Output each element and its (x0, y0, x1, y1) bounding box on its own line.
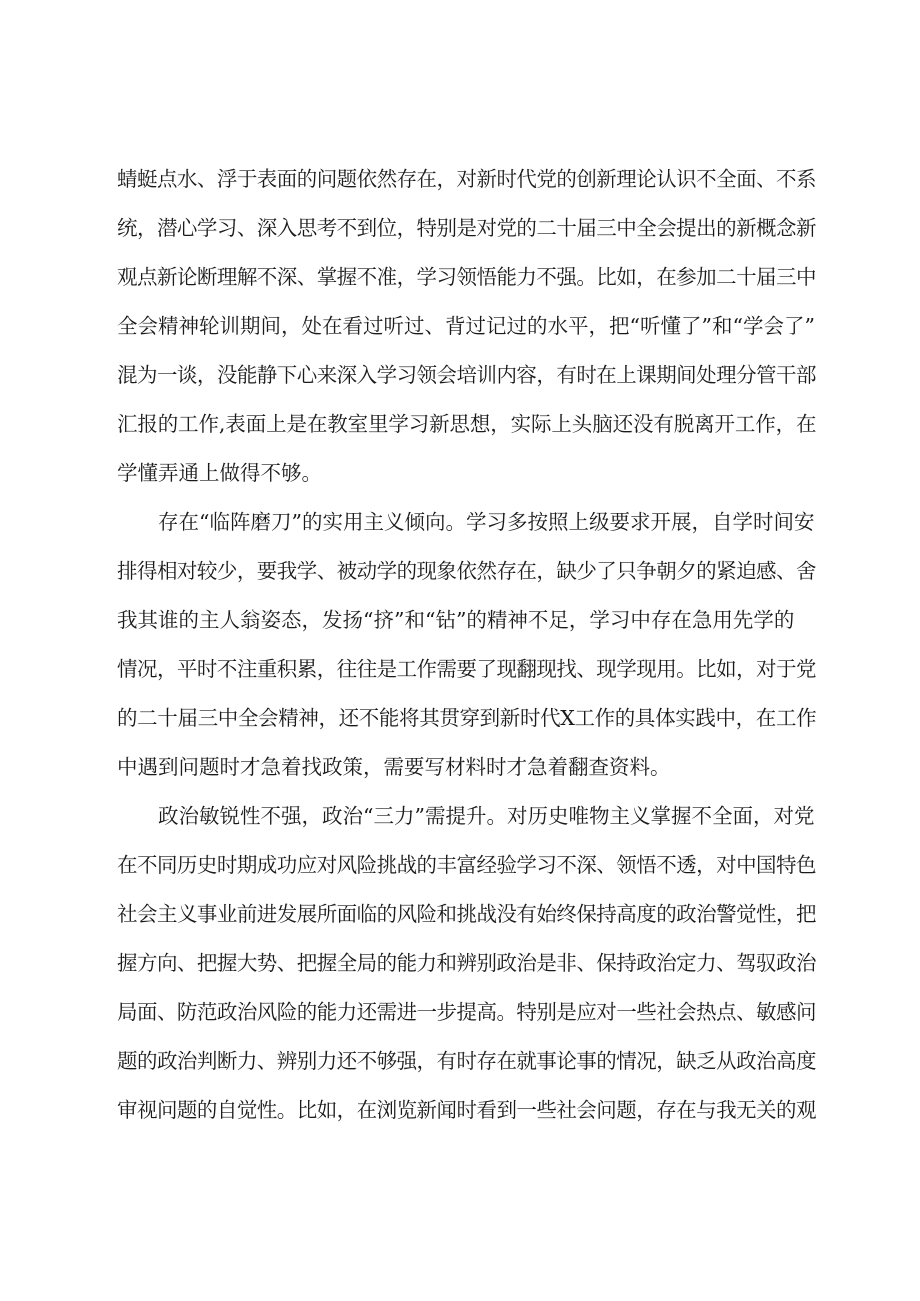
text-line: 排得相对较少，要我学、被动学的现象依然存在，缺少了只争朝夕的紧迫感、舍 (117, 559, 816, 583)
text-line: 我其谁的主人翁姿态，发扬“挤”和“钻”的精神不足，学习中存在急用先学的 (117, 608, 795, 632)
paragraph-pragmatism (117, 503, 817, 786)
text-line: 社会主义事业前进发展所面临的风险和挑战没有始终保持高度的政治警觉性，把 (117, 902, 816, 926)
text-line: 审视问题的自觉性。比如，在浏览新闻时看到一些社会问题，存在与我无关的观 (117, 1098, 816, 1122)
text-line: 蜻蜓点水、浮于表面的问题依然存在，对新时代党的创新理论认识不全面、不系 (117, 167, 816, 191)
text-line: 统，潜心学习、深入思考不到位，特别是对党的二十届三中全会提出的新概念新 (117, 216, 816, 240)
text-line: 汇报的工作,表面上是在教室里学习新思想，实际上头脑还没有脱离开工作，在 (117, 412, 817, 436)
text-line: 学懂弄通上做得不够。 (117, 461, 322, 485)
text-line: 的二十届三中全会精神，还不能将其贯穿到新时代X工作的具体实践中，在工作 (117, 706, 817, 730)
text-line: 局面、防范政治风险的能力还需进一步提高。特别是应对一些社会热点、敏感问 (117, 1000, 816, 1024)
text-line: 全会精神轮训期间，处在看过听过、背过记过的水平，把“听懂了”和“学会了” (117, 314, 815, 338)
text-line: 观点新论断理解不深、掌握不准，学习领悟能力不强。比如，在参加二十届三中 (117, 265, 816, 289)
text-line: 中遇到问题时才急着找政策，需要写材料时才急着翻查资料。 (117, 755, 671, 779)
text-line: 存在“临阵磨刀”的实用主义倾向。学习多按照上级要求开展，自学时间安 (158, 510, 815, 534)
text-line: 混为一谈，没能静下心来深入学习领会培训内容，有时在上课期间处理分管干部 (117, 363, 816, 387)
text-line: 在不同历史时期成功应对风险挑战的丰富经验学习不深、领悟不透，对中国特色 (117, 853, 816, 877)
text-line: 政治敏锐性不强，政治“三力”需提升。对历史唯物主义掌握不全面，对党 (158, 804, 815, 828)
paragraph-political-sensitivity (117, 797, 817, 1129)
text-line: 情况，平时不注重积累，往往是工作需要了现翻现找、现学现用。比如，对于党 (117, 657, 816, 681)
text-line: 握方向、把握大势、把握全局的能力和辨别政治是非、保持政治定力、驾驭政治 (117, 951, 816, 975)
paragraph-learning-depth (117, 160, 817, 492)
document-body (117, 160, 817, 1140)
text-line: 题的政治判断力、辨别力还不够强，有时存在就事论事的情况，缺乏从政治高度 (117, 1049, 816, 1073)
